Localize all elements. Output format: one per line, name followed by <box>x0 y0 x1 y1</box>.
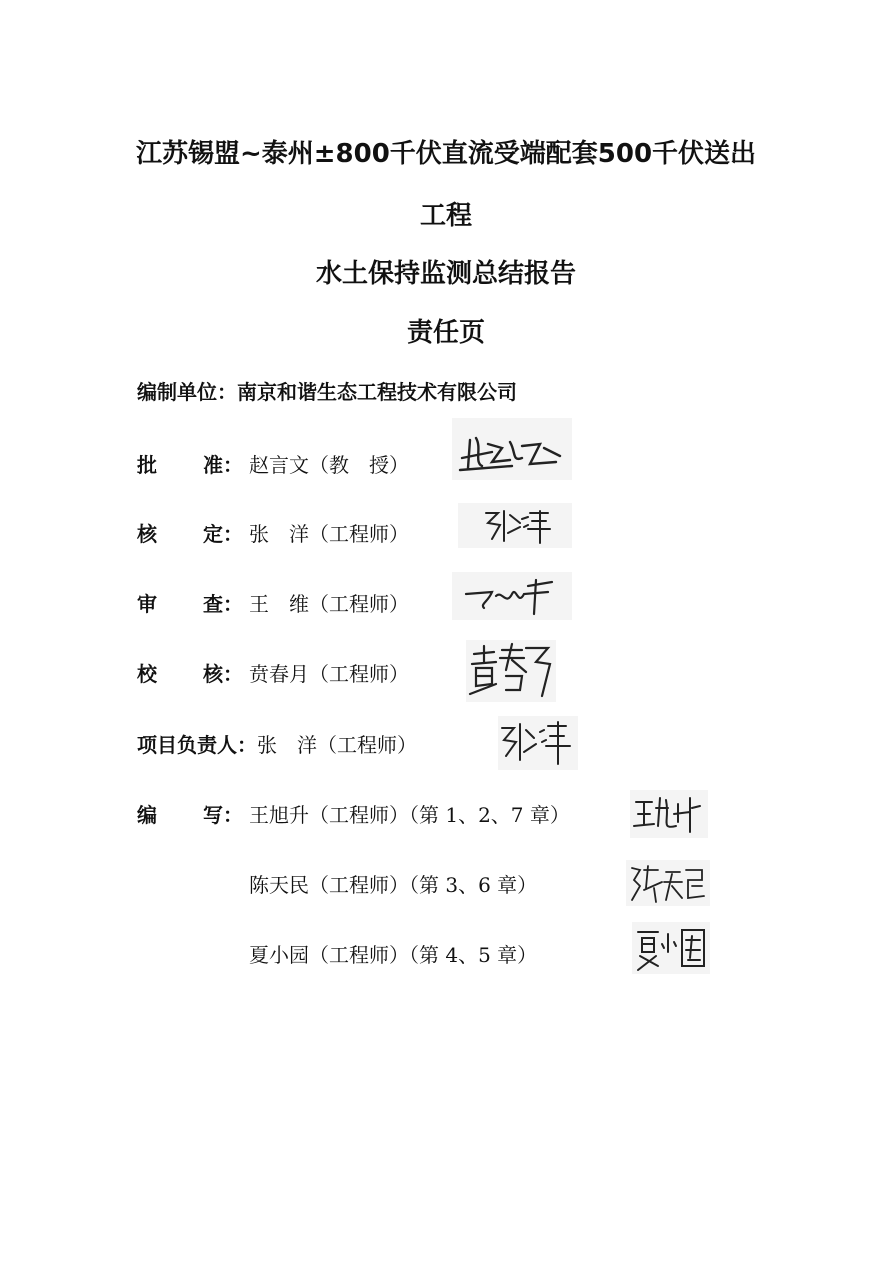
writer-2-value: 陈天民（工程师）（第 3、6 章） <box>249 873 538 897</box>
writer-label-suffix: 写： <box>203 803 243 827</box>
approver-value: 赵言文（教 授） <box>249 453 409 477</box>
verifier-label-suffix: 定： <box>203 522 243 546</box>
approver-signature <box>452 418 572 480</box>
report-title-line-3: 水土保持监测总结报告 <box>315 259 576 289</box>
compiling-unit-row <box>137 376 517 405</box>
reviewer-label-suffix: 查： <box>203 592 243 616</box>
project-leader-signature-image <box>498 716 578 770</box>
reviewer-signature <box>452 572 572 620</box>
reviewer-signature-image <box>452 572 572 620</box>
writer-3-signature-image <box>632 922 710 974</box>
checker-row <box>137 658 409 687</box>
checker-value: 贲春月（工程师） <box>249 662 409 686</box>
writer-label-char: 编 <box>137 803 157 827</box>
project-leader-row <box>137 729 417 758</box>
writer-1-signature-image <box>630 790 708 838</box>
checker-signature <box>466 640 556 702</box>
compiling-unit-label: 编制单位： <box>137 380 237 404</box>
checker-signature-image <box>466 640 556 702</box>
verifier-signature-image <box>458 503 572 548</box>
verifier-signature <box>458 503 572 548</box>
verifier-row <box>137 518 409 547</box>
writer-row-1 <box>137 799 570 828</box>
verifier-value: 张 洋（工程师） <box>249 522 409 546</box>
writer-2-signature-image <box>626 860 710 906</box>
approver-signature-image <box>452 418 572 480</box>
approver-label-char: 批 <box>137 453 157 477</box>
reviewer-label-char: 审 <box>137 592 157 616</box>
writer-1-value: 王旭升（工程师）（第 1、2、7 章） <box>249 803 570 827</box>
project-leader-label: 项目负责人： <box>137 733 257 757</box>
writer-3-signature <box>632 922 710 974</box>
reviewer-row <box>137 588 409 617</box>
writer-row-3 <box>249 939 537 968</box>
approver-row <box>137 449 409 478</box>
checker-label-char: 校 <box>137 662 157 686</box>
report-title-line-4: 责任页 <box>406 318 485 348</box>
approver-label-suffix: 准： <box>203 453 243 477</box>
project-leader-signature <box>498 716 578 770</box>
verifier-label-char: 核 <box>137 522 157 546</box>
writer-3-value: 夏小园（工程师）（第 4、5 章） <box>249 943 538 967</box>
project-leader-value: 张 洋（工程师） <box>257 733 417 757</box>
checker-label-suffix: 核： <box>203 662 243 686</box>
report-title-line-2: 工程 <box>419 201 472 231</box>
reviewer-value: 王 维（工程师） <box>249 592 409 616</box>
report-title-line-1: 江苏锡盟~泰州±800千伏直流受端配套500千伏送出 <box>135 139 757 169</box>
writer-row-2 <box>249 869 537 898</box>
writer-2-signature <box>626 860 710 906</box>
compiling-unit-value: 南京和谐生态工程技术有限公司 <box>237 380 517 404</box>
writer-1-signature <box>630 790 708 838</box>
